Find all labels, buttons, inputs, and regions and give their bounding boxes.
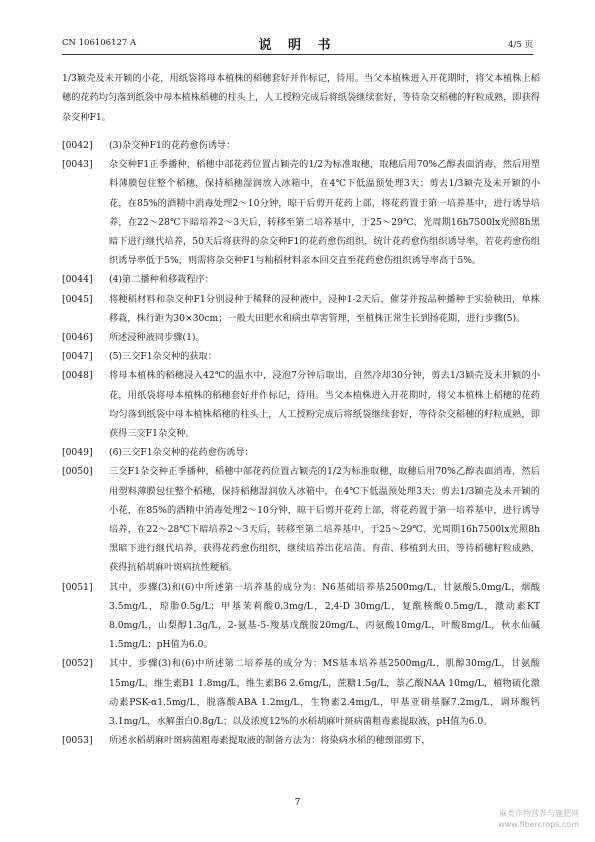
paragraph-text: 杂交种F1正季播种，稻穗中部花药位置占颖壳的1/2为标准取穗，取穗后用70%乙醇表面消毒，然后用塑料薄膜包住整个稻穗，保持稻穗湿润放入冰箱中，在4℃下低温预处理3天；剪去1/3颖壳及未开颖的小花，在85%的酒精中消毒处理2～10分钟，晾干后剪开花药上部，将花药置于第一培养基中，进行诱导培养，在22～28℃下暗培养2～3天后，转移至第二培养基中，于25～29℃、光周期16h7500lx光照8h黑暗下进行继代培养，50天后将获得的杂交种F1的花药愈伤组织，统计花药愈伤组织诱导率，若花药愈伤组织诱导率低于5%，则需将杂交种F1与籼稻材料亲本回交直至花药愈伤组织诱导率高于5%。 bbox=[109, 159, 540, 267]
document-number: CN 106106127 A bbox=[62, 38, 137, 48]
paragraph-text: 所述水稻胡麻叶斑病菌粗毒素提取液的制备方法为：将染病水稻的穗颈部剪下， bbox=[109, 735, 431, 747]
paragraph-0050 bbox=[62, 462, 540, 577]
paragraph-number: [0052] bbox=[62, 658, 93, 670]
document-body bbox=[62, 60, 543, 750]
paragraph-number: [0047] bbox=[62, 351, 93, 363]
paragraph-number: [0048] bbox=[62, 370, 93, 382]
watermark bbox=[498, 808, 579, 830]
paragraph-number: [0045] bbox=[62, 293, 93, 305]
paragraph-text: 所述浸种液同步骤(1)。 bbox=[109, 332, 205, 344]
paragraph-number: [0043] bbox=[62, 159, 93, 171]
paragraph-0052 bbox=[62, 654, 540, 731]
page-indicator: 4/5 页 bbox=[508, 40, 533, 50]
paragraph-0047 bbox=[62, 347, 540, 366]
watermark-url: www.fibercrops.com bbox=[498, 820, 579, 829]
paragraph-number: [0049] bbox=[62, 447, 93, 459]
paragraph-number: [0051] bbox=[62, 581, 93, 593]
header-rule bbox=[62, 54, 533, 55]
paragraph-text: 将粳稻材料和杂交种F1分别浸种于稀释的浸种液中，浸种1-2天后，催芽并按品种播种于实验秧田，单株移栽，株行距为30×30cm；一般大田肥水和病虫草害管理，至植株正常生长到扬花期，进行步骤(5)。 bbox=[109, 293, 540, 324]
paragraph-0046 bbox=[62, 328, 540, 347]
paragraph-number: [0053] bbox=[62, 735, 93, 747]
paragraph-number: [0044] bbox=[62, 274, 93, 286]
paragraph-0042 bbox=[62, 136, 540, 155]
watermark-site-name: 麻类作物营养与施肥网 bbox=[499, 809, 579, 818]
paragraph-0044 bbox=[62, 270, 540, 289]
paragraph-number: [0042] bbox=[62, 139, 93, 151]
document-title: 说 明 书 bbox=[258, 38, 337, 53]
paragraph-text: 将母本植株的稻穗浸入42℃的温水中，浸泡7分钟后取出，自然冷却30分钟，剪去1/3颖壳及未开颖的小花，用纸袋将母本植株的稻穗套好并作标记，待用。当父本植株进入开花期时，将父本植株上稻穗的花药均匀落到纸袋中母本植株稻穗的柱头上，人工授粉完成后将纸袋继续套好，等待杂交稻穗的籽粒成熟，即获得三交F1杂交种。 bbox=[109, 370, 540, 440]
page-number: 7 bbox=[294, 798, 301, 808]
page-header bbox=[62, 34, 533, 52]
paragraph-text: (5)三交F1杂交种的获取： bbox=[109, 351, 217, 363]
paragraph-text: 三交F1杂交种正季播种，稻穗中部花药位置占颖壳的1/2为标准取穗，取穗后用70%乙醇表面消毒，然后用塑料薄膜包住整个稻穗，保持稻穗湿润放入冰箱中，在4℃下低温预处理3天；剪去1/3颖壳及未开颖的小花，在85%的酒精中消毒处理2～10分钟，晾干后剪开花药上部，将花药置于第一培养基中，进行诱导培养，在22～28℃下暗培养2～3天后，转移至第二培养基中，于25～29℃、光周期16h7500lx光照8h黑暗下进行继代培养，获得花药愈伤组织，继续培养出花培苗、育苗、移植到大田，等待稻穗籽粒成熟，获得抗稻胡麻叶斑病抗性粳稻。 bbox=[109, 466, 540, 574]
paragraph-0048 bbox=[62, 366, 540, 443]
paragraph-0043 bbox=[62, 155, 540, 270]
paragraph-number: [0050] bbox=[62, 466, 93, 478]
paragraph-0053 bbox=[62, 731, 540, 750]
paragraph-number: [0046] bbox=[62, 332, 93, 344]
continuation-paragraph: 1/3颖壳及未开颖的小花，用纸袋将母本植株的稻穗套好并作标记，待用。当父本植株进入开花期时，将父本植株上稻穗的花药均匀落到纸袋中母本植株稻穗的柱头上，人工授粉完成后将纸袋继续套好，等待杂交稻穗的籽粒成熟，即获得杂交种F1。 bbox=[62, 73, 540, 123]
paragraph-0051 bbox=[62, 578, 543, 655]
paragraph-text: 其中，步骤(3)和(6)中所述第二培养基的成分为：MS基本培养基2500mg/L，肌醇30mg/L，甘氨酸15mg/L，维生素B1 1.8mg/L，维生素B6 2.6mg/L，蔗糖1.5g/L，萘乙酸NAA 10mg/L，植物硫化激动素PSK-α1.5mg/L，脱落酸ABA 1.2mg/L，生物素2.4mg/L，甲基亚硝基脲7.2mg/L，调环酸钙3.1mg/L，水解蛋白0.8g/L；以及浓度12%的水稻胡麻叶斑病菌粗毒素提取液，pH值为6.0。 bbox=[109, 658, 540, 728]
paragraph-text: (3)杂交种F1的花药愈伤诱导： bbox=[109, 139, 236, 151]
paragraph-text: (6)三交F1杂交种的花药愈伤诱导： bbox=[109, 447, 254, 459]
paragraph-text: (4)第二播种和移栽程序： bbox=[109, 274, 214, 286]
paragraph-text: 其中，步骤(3)和(6)中所述第一培养基的成分为：N6基础培养基2500mg/L，甘氨酸5.0mg/L，烟酸3.5mg/L，琼脂0.5g/L；甲基茉莉酸0.3mg/L，2,4-D 30mg/L，复酰核酸0.5mg/L，激动素KT 8.0mg/L，山梨醇1.3g/L，2-氨基-5-羧基戊酰胺20mg/L，丙氨酸10mg/L，叶酸8mg/L，秋水仙碱1.5mg/L；pH值为6.0。 bbox=[109, 581, 543, 651]
paragraph-0049 bbox=[62, 443, 540, 462]
paragraph-0045 bbox=[62, 290, 540, 328]
